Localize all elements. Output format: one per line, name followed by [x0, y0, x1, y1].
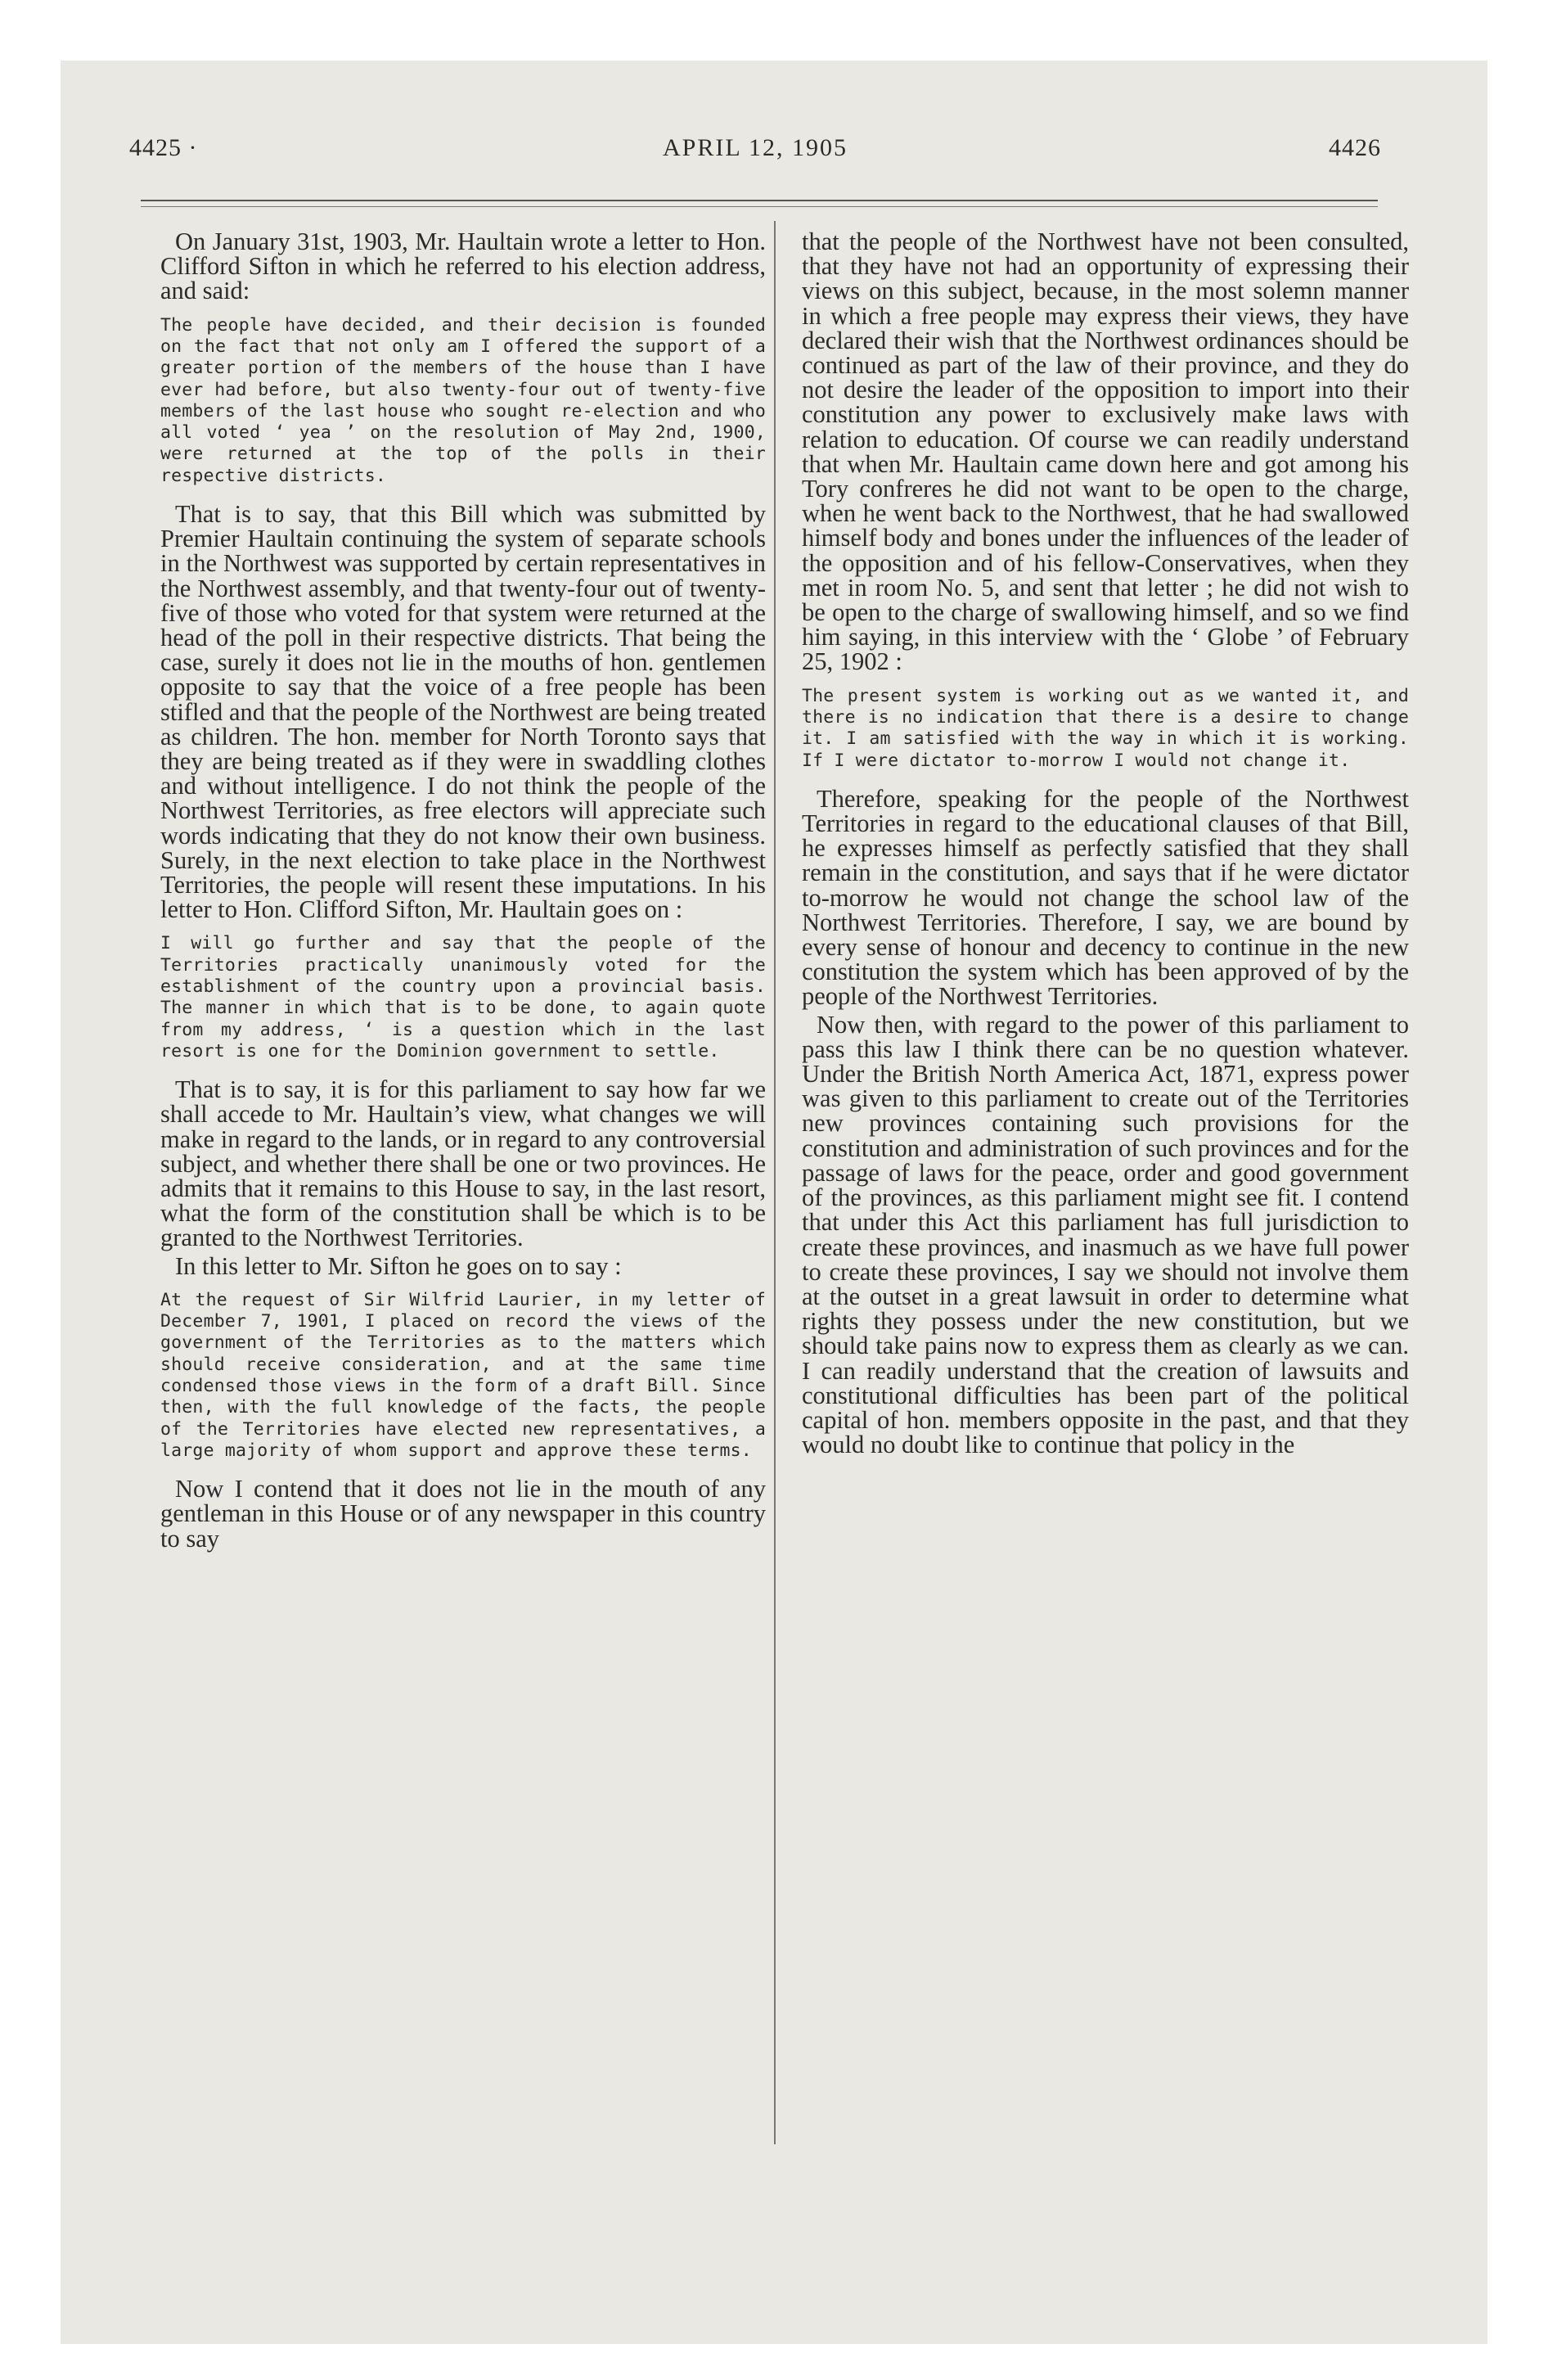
block-quote: I will go further and say that the people of the Territories practically unanimously voted for the establishment of the country upon a provincial basis. The manner in which that is to be done, to again quote from my address, ‘ is a question which in the last resort is one for the Dominion government to settle.	[160, 933, 766, 1062]
page-number-left: 4425 ·	[129, 134, 198, 161]
page-number-right: 4426	[1329, 134, 1381, 161]
right-column	[802, 229, 1409, 1460]
paragraph: That is to say, it is for this parliament to say how far we shall accede to Mr. Haultain’s view, what changes we will make in regard to the lands, or in regard to any controversial subject, and whether there shall be one or two provinces. He admits that it remains to this House to say, in the last resort, what the form of the constitution shall be which is to be granted to the Northwest Territories.	[160, 1075, 766, 1252]
left-column	[160, 229, 766, 1554]
page-date: APRIL 12, 1905	[662, 134, 848, 161]
page-header	[129, 134, 1381, 183]
paragraph: Now I contend that it does not lie in the mouth of any gentleman in this House or of any newspaper in this country to say	[160, 1475, 766, 1553]
header-rule	[141, 200, 1378, 207]
paragraph: Now then, with regard to the power of this parliament to pass this law I think there can be no question whatever. Under the British North America Act, 1871, express power was given to this parliament to create out of the Territories new provinces containing such provisions for the constitution and administration of such provinces and for the passage of laws for the peace, order and good government of the provinces, as this parliament might see fit. I contend that under this Act this parliament has full jurisdiction to create these provinces, and inasmuch as we have full power to create these provinces, I say we should not involve them at the outset in a great lawsuit in order to determine what rights they possess under the new constitution, but we should take pains now to express them as clearly as we can. I can readily understand that the creation of lawsuits and constitutional difficulties has been part of the political capital of hon. members opposite in the past, and that they would no doubt like to continue that policy in the	[802, 1010, 1410, 1459]
paragraph: Therefore, speaking for the people of the Northwest Territories in regard to the educational clauses of that Bill, he expresses himself as perfectly satisfied that they shall remain in the constitution, and says that if he were dictator to-morrow he would not change the school law of the Northwest Territories. Therefore, I say, we are bound by every sense of honour and decency to continue in the new constitution the system which has been approved of by the people of the Northwest Territories.	[802, 784, 1409, 1011]
paragraph: that the people of the Northwest have not been consulted, that they have not had an opportunity of expressing their views on this subject, because, in the most solemn manner in which a free people may express their views, they have declared their wish that the Northwest ordinances should be continued as part of the law of their province, and they do not desire the leader of the opposition to import into their constitution any power to exclusively make laws with relation to education. Of course we can readily understand that when Mr. Haultain came down here and got among his Tory confreres he did not want to be open to the charge, when he went back to the Northwest, that he had swallowed himself body and bones under the influences of the leader of the opposition and of his fellow-Conservatives, when they met in room No. 5, and sent that letter ; he did not wish to be open to the charge of swallowing himself, and so we find him saying, in this interview with the ‘ Globe ’ of February 25, 1902 :	[802, 228, 1409, 676]
column-divider	[774, 221, 776, 2144]
paragraph: That is to say, that this Bill which was submitted by Premier Haultain continuing the system of separate schools in the Northwest was supported by certain representatives in the Northwest assembly, and that twenty-four out of twenty-five of those who voted for that system were returned at the head of the poll in their respective districts. That being the case, surely it does not lie in the mouths of hon. gentlemen opposite to say that the voice of a free people has been stifled and that the people of the Northwest are being treated as children. The hon. member for North Toronto says that they are being treated as if they were in swaddling clothes and without intelligence. I do not think the people of the Northwest Territories, as free electors will appreciate such words indicating that they do not know their own business. Surely, in the next election to take place in the Northwest Territories, the people will resent these imputations. In his letter to Hon. Clifford Sifton, Mr. Haultain goes on :	[160, 499, 766, 924]
paragraph: On January 31st, 1903, Mr. Haultain wrote a letter to Hon. Clifford Sifton in which he referred to his election address, and said:	[160, 228, 766, 305]
block-quote: The people have decided, and their decision is founded on the fact that not only am I offered the support of a greater portion of the members of the house than I have ever had before, but also twenty-four out of twenty-five members of the last house who sought re-election and who all voted ‘ yea ’ on the resolution of May 2nd, 1900, were returned at the top of the polls in their respective districts.	[160, 314, 766, 486]
block-quote: The present system is working out as we wanted it, and there is no indication that there is a desire to change it. I am satisfied with the way in which it is working. If I were dictator to-morrow I would not change it.	[802, 685, 1409, 771]
paragraph: In this letter to Mr. Sifton he goes on to say :	[175, 1251, 622, 1280]
block-quote: At the request of Sir Wilfrid Laurier, in my letter of December 7, 1901, I placed on record the views of the government of the Territories as to the matters which should receive consideration, and at the same time condensed those views in the form of a draft Bill. Since then, with the full knowledge of the facts, the people of the Territories have elected new representatives, a large majority of whom support and approve these terms.	[160, 1289, 766, 1461]
